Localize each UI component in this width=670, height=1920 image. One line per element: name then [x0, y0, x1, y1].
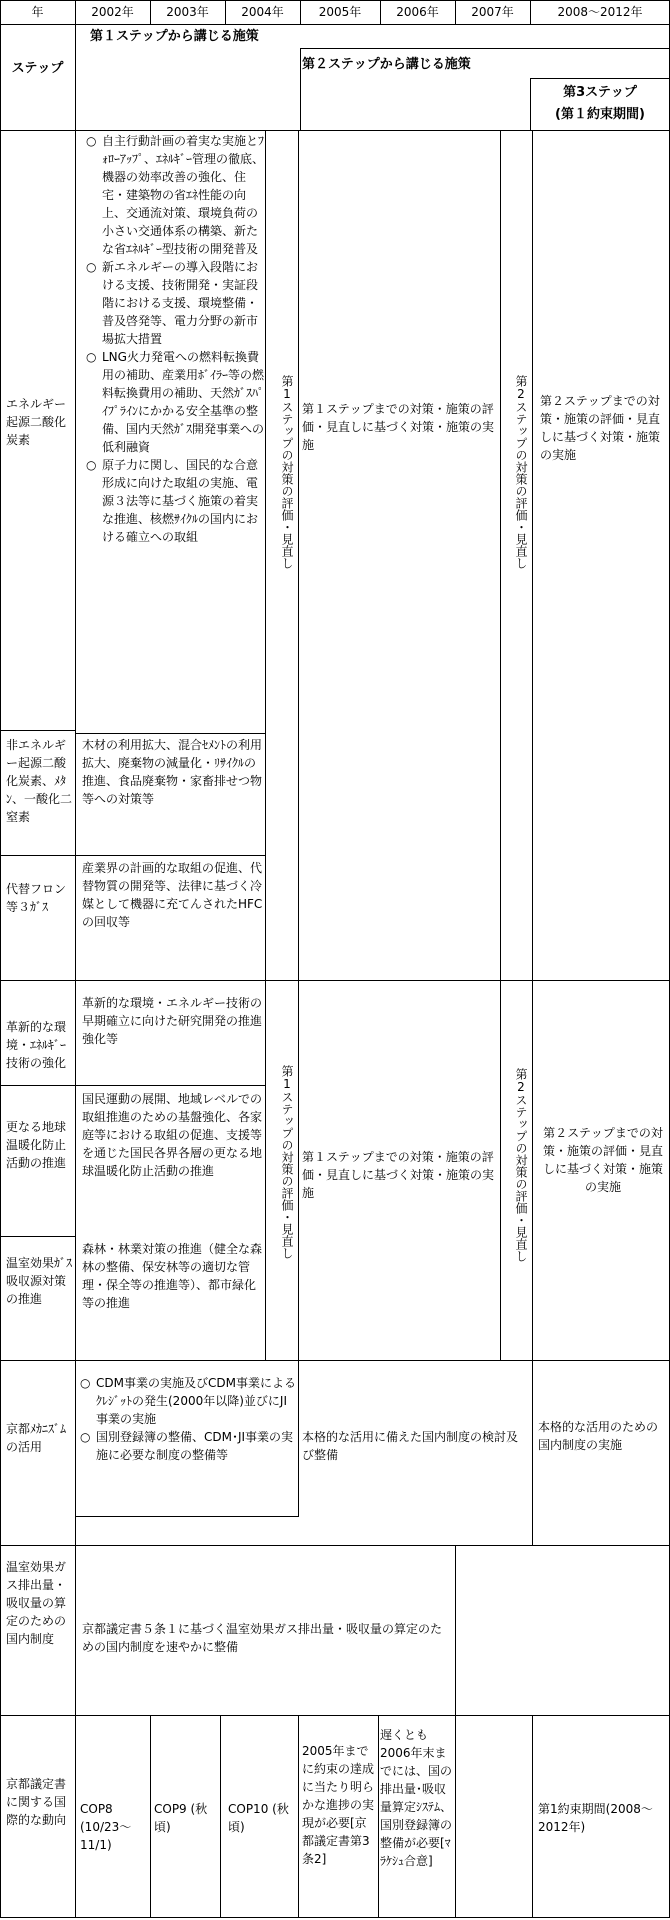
grid-line: [0, 730, 76, 731]
innovation-measures: 革新的な環境・エネルギー技術の早期確立に向けた研究開発の推進強化等: [82, 996, 263, 1046]
grid-line: [300, 0, 301, 24]
sink-label: 温室効果ｶﾞｽ吸収源対策の推進: [6, 1256, 73, 1306]
energy-co2-measure: ○ 原子力に関し、国民的な合意形成に向けた取組の実施、電源３法等に基づく施策の着実な推進、核燃ｻｲｸﾙの国内における確立への取組: [86, 456, 266, 546]
header-year-2006: 2006年: [396, 5, 439, 19]
grid-line: [380, 0, 381, 24]
step1-review-lower: 第1ステップの対策の評価・見直し: [280, 1065, 294, 1259]
grid-line: [532, 130, 533, 980]
grid-line: [298, 1715, 299, 1918]
intl-cop9: COP9 (秋頃): [154, 1802, 208, 1834]
grid-line: [75, 733, 265, 734]
header-year-2007: 2007年: [471, 5, 514, 19]
grid-line: [455, 1715, 456, 1918]
intl-commitment-period: 第1約束期間(2008～2012年): [538, 1802, 653, 1834]
grid-line: [0, 1085, 265, 1086]
public-activity-label: 更なる地球温暖化防止活動の推進: [6, 1120, 67, 1170]
grid-line: [500, 980, 501, 1360]
cfc-label: 代替フロン等３ｶﾞｽ: [6, 882, 67, 914]
energy-co2-measure: ○ LNG火力発電への燃料転換費用の補助、産業用ﾎﾞｲﾗｰ等の燃料転換費用の補助、天然ｶﾞｽﾊﾟｲﾌﾟﾗｲﾝにかかる安全基準の整備、国内天然ｶﾞｽ開発事業への低利融資: [86, 348, 266, 456]
grid-line: [150, 0, 151, 24]
kyoto-mechanism-label: 京都ﾒｶﾆｽﾞﾑの活用: [6, 1422, 67, 1454]
grid-line: [532, 1360, 533, 1545]
grid-line: [265, 130, 266, 980]
header-year-2008-2012: 2008～2012年: [557, 5, 643, 19]
grid-line: [0, 24, 670, 25]
grid-line: [265, 980, 266, 1360]
step2-review-upper: 第2ステップの対策の評価・見直し: [514, 375, 528, 569]
grid-line: [530, 78, 531, 130]
header-year-2003: 2003年: [166, 5, 209, 19]
grid-line: [532, 980, 533, 1360]
kyoto-mechanism-measure: ○ 国別登録簿の整備、CDM･JI事業の実施に必要な制度の整備等: [80, 1428, 298, 1464]
step1-review-upper: 第1ステップの対策の評価・見直し: [280, 375, 294, 569]
grid-line: [300, 48, 670, 49]
non-energy-label: 非エネルギー起源二酸化炭素、ﾒﾀﾝ、一酸化二窒素: [6, 738, 73, 824]
energy-co2-measure: ○ 自主行動計画の着実な実施とﾌｫﾛｰｱｯﾌﾟ、ｴﾈﾙｷﾞｰ管理の徹底、機器の効率改善の強化、住宅・建築物の省ｴﾈ性能の向上、交通流対策、環境負荷の小さい交通体系の構築、新たな省ｴﾈﾙｷﾞｰ型技術の開発普及: [86, 132, 266, 258]
grid-line: [0, 1715, 670, 1716]
grid-line: [0, 1917, 670, 1918]
kyoto-mechanism-step2: 本格的な活用に備えた国内制度の検討及び整備: [302, 1430, 519, 1462]
grid-line: [0, 130, 670, 131]
intl-cop10: COP10 (秋頃): [228, 1802, 289, 1834]
grid-line: [150, 1715, 151, 1918]
step2-implementation-lower: 第１ステップまでの対策・施策の評価・見直しに基づく対策・施策の実施: [302, 1150, 495, 1200]
grid-line: [530, 0, 531, 24]
grid-line: [455, 0, 456, 24]
grid-line: [75, 0, 76, 24]
grid-line: [0, 980, 670, 981]
step3-implementation-lower: 第２ステップまでの対策・施策の評価・見直しに基づく対策・施策の実施: [542, 1126, 663, 1194]
grid-line: [378, 1715, 379, 1918]
grid-line: [220, 1715, 221, 1918]
step3-header: 第3ステップ: [563, 85, 637, 100]
innovation-label: 革新的な環境・ｴﾈﾙｷﾞｰ技術の強化: [6, 1020, 67, 1070]
emission-system-measures: 京都議定書５条１に基づく温室効果ガス排出量・吸収量の算定のための国内制度を速やかに整備: [82, 1622, 443, 1654]
step1-header: 第１ステップから講じる施策: [90, 29, 259, 44]
energy-co2-label: エネルギー起源二酸化炭素: [6, 397, 67, 447]
grid-line: [225, 0, 226, 24]
header-year-label: 年: [31, 5, 44, 19]
intl-trends-label: 京都議定書に関する国際的な動向: [6, 1777, 67, 1827]
kyoto-mechanism-measures: [80, 1374, 298, 1530]
step2-header: 第２ステップから講じる施策: [302, 57, 471, 72]
grid-line: [0, 855, 265, 856]
header-year-2005: 2005年: [318, 5, 362, 19]
public-activity-measures: 国民運動の展開、地域レベルでの取組推進のための基盤強化、各家庭等における取組の促進、支援等を通じた国民各界各層の更なる地球温暖化防止活動の推進: [82, 1092, 263, 1178]
intl-2006-requirement: 遅くとも2006年末までには、国の排出量･吸収量算定ｼｽﾃﾑ、国別登録簿の整備が必要[ﾏﾗｹｼｭ合意]: [380, 1728, 453, 1868]
energy-co2-measures: [86, 132, 266, 692]
grid-line: [0, 1236, 76, 1237]
energy-co2-measure: ○ 新エネルギーの導入段階における支援、技術開発・実証段階における支援、環境整備・普及啓発等、電力分野の新市場拡大措置: [86, 258, 266, 348]
grid-line: [300, 48, 301, 130]
intl-cop8: COP8 (10/23～11/1): [80, 1802, 132, 1852]
grid-line: [530, 78, 670, 79]
step3-subheader: (第１約束期間): [555, 107, 645, 122]
grid-line: [500, 130, 501, 980]
header-year-2002: 2002年: [91, 5, 134, 19]
grid-line: [75, 24, 76, 1918]
grid-line: [298, 130, 299, 980]
step2-implementation-upper: 第１ステップまでの対策・施策の評価・見直しに基づく対策・施策の実施: [302, 402, 495, 452]
non-energy-measures: 木材の利用拡大、混合ｾﾒﾝﾄの利用拡大、廃棄物の減量化・ﾘｻｲｸﾙの推進、食品廃棄物・家畜排せつ物等への対策等: [82, 738, 263, 806]
header-year-2004: 2004年: [241, 5, 284, 19]
intl-2005-requirement: 2005年までに約束の達成に当たり明らかな進捗の実現が必要[京都議定書第3条2]: [302, 1744, 375, 1866]
grid-line: [455, 1545, 456, 1715]
cfc-measures: 産業界の計画的な取組の促進、代替物質の開発等、法律に基づく冷媒として機器に充てんされたHFCの回収等: [82, 861, 263, 929]
emission-system-label: 温室効果ガス排出量・吸収量の算定のための国内制度: [6, 1560, 67, 1646]
grid-line: [0, 1545, 670, 1546]
grid-line: [0, 0, 670, 1]
grid-line: [75, 1516, 299, 1517]
grid-line: [298, 1360, 299, 1516]
kyoto-mechanism-step3: 本格的な活用のための国内制度の実施: [538, 1420, 659, 1452]
steps-label: ステップ: [11, 61, 64, 76]
grid-line: [0, 0, 1, 1918]
step2-review-lower: 第2ステップの対策の評価・見直し: [514, 1068, 528, 1262]
grid-line: [532, 1715, 533, 1918]
step3-implementation-upper: 第２ステップまでの対策・施策の評価・見直しに基づく対策・施策の実施: [540, 394, 661, 462]
kyoto-mechanism-measure: ○ CDM事業の実施及びCDM事業によるｸﾚｼﾞｯﾄの発生(2000年以降)並びにJI事業の実施: [80, 1374, 298, 1428]
sink-measures: 森林・林業対策の推進（健全な森林の整備、保安林等の適切な管理・保全等の推進等）、都市緑化等の推進: [82, 1242, 263, 1310]
grid-line: [0, 1360, 670, 1361]
grid-line: [298, 980, 299, 1360]
